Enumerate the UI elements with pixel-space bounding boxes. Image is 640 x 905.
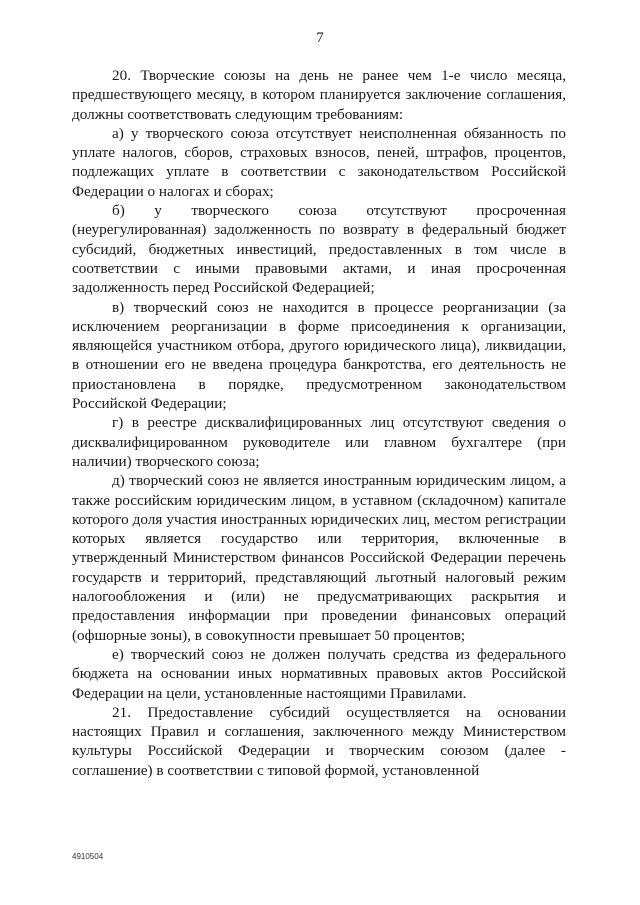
document-body	[72, 66, 566, 780]
paragraph-20a: а) у творческого союза отсутствует неисполненная обязанность по уплате налогов, сборов, страховых взносов, пеней, штрафов, процентов, подлежащих уплате в соответствии с законодательством Российской Федерации о налогах и сборах;	[72, 124, 566, 200]
paragraph-20b: б) у творческого союза отсутствуют просроченная (неурегулированная) задолженность по возврату в федеральный бюджет субсидий, бюджетных инвестиций, предоставленных в том числе в соответствии с иными правовыми актами, и иная просроченная задолженность перед Российской Федерацией;	[72, 202, 566, 297]
paragraph-20: 20. Творческие союзы на день не ранее чем 1-е число месяца, предшествующего месяцу, в котором планируется заключение соглашения, должны соответствовать следующим требованиям:	[72, 67, 566, 123]
paragraph-20e: е) творческий союз не должен получать средства из федерального бюджета на основании иных нормативных правовых актов Российской Федерации на цели, установленные настоящими Правилами.	[72, 645, 566, 702]
paragraph-20d: д) творческий союз не является иностранным юридическим лицом, а также российским юридическим лицом, в уставном (складочном) капитале которого доля участия иностранных юридических лиц, местом регистрации которых является государство или территория, включенные в утвержденный Министерством финансов Российской Федерации перечень государств и территорий, представляющий льготный налоговый режим налогообложения и (или) не предусматривающих раскрытия и предоставления информации при проведении финансовых операций (офшорные зоны), в совокупности превышает 50 процентов;	[72, 472, 566, 644]
paragraph-20g: г) в реестре дисквалифицированных лиц отсутствуют сведения о дисквалифицированном руководителе или главном бухгалтере (при наличии) творческого союза;	[72, 414, 566, 470]
paragraph-20v: в) творческий союз не находится в процессе реорганизации (за исключением реорганизации в форме присоединения к организации, являющейся участником отбора, другого юридического лица), ликвидации, в отношении его не введена процедура банкротства, его деятельность не приостановлена в порядке, предусмотренном законодательством Российской Федерации;	[72, 298, 566, 413]
page-number: 7	[316, 30, 324, 46]
document-code: 4910504	[72, 852, 104, 861]
paragraph-21: 21. Предоставление субсидий осуществляется на основании настоящих Правил и соглашения, заключенного между Министерством культуры Российской Федерации и творческим союзом (далее - соглашение) в соответствии с типовой формой, установленной	[72, 703, 566, 779]
